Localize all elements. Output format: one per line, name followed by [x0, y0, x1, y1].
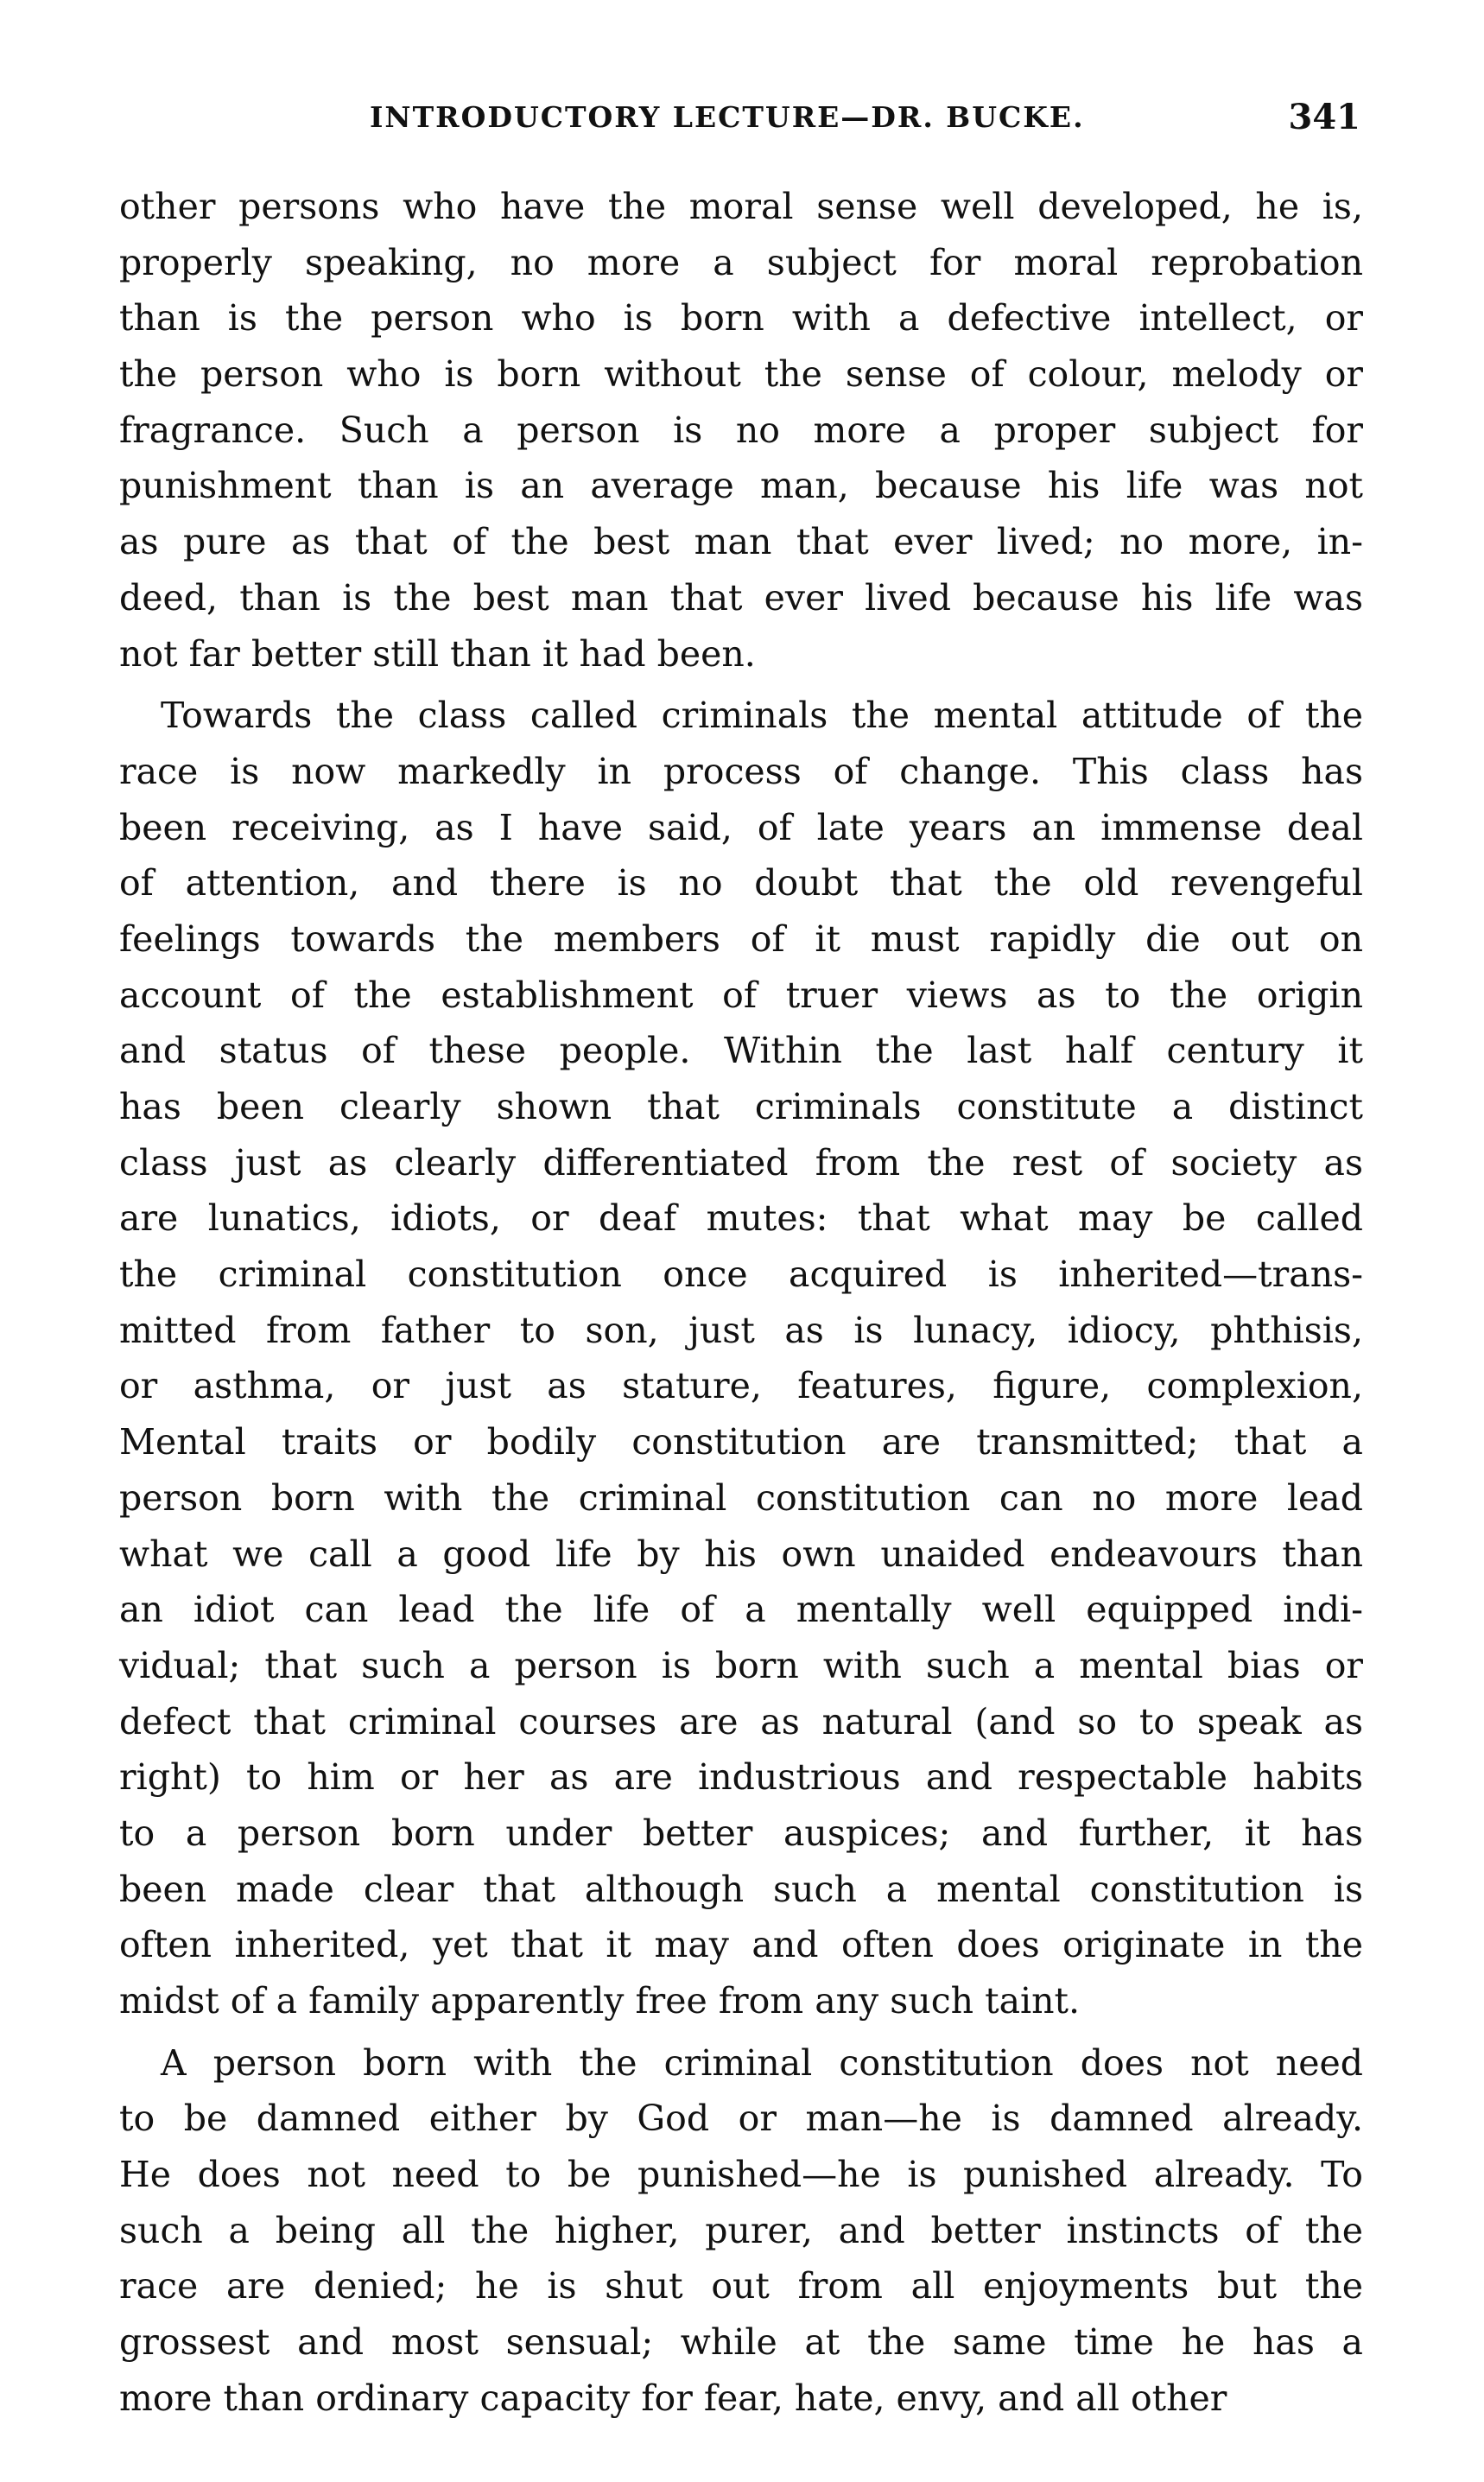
running-head	[121, 92, 1369, 143]
body-text	[119, 179, 1363, 2427]
text-line: vidual; that such a person is born with such a mental bias or	[119, 1644, 1363, 1686]
text-line: such a being all the higher, purer, and better instincts of the	[119, 2209, 1363, 2251]
text-line: often inherited, yet that it may and often does originate in the	[119, 1924, 1363, 1966]
text-line: mitted from father to son, just as is lunacy, idiocy, phthisis,	[119, 1309, 1363, 1351]
text-line: He does not need to be punished—he is punished already. To	[119, 2154, 1363, 2196]
text-line: an idiot can lead the life of a mentally well equipped indi-	[119, 1589, 1363, 1631]
text-line: Mental traits or bodily constitution are transmitted; that a	[119, 1421, 1363, 1463]
running-head-title: INTRODUCTORY LECTURE—DR. BUCKE.	[370, 100, 1085, 134]
text-line: as pure as that of the best man that ever lived; no more, in-	[119, 521, 1363, 563]
paragraph-spacer	[119, 2029, 1363, 2035]
text-line: other persons who have the moral sense well developed, he is,	[119, 186, 1363, 227]
text-line: A person born with the criminal constitution does not need	[161, 2041, 1363, 2084]
text-line: or asthma, or just as stature, features, figure, complexion,	[119, 1365, 1363, 1407]
text-line: has been clearly shown that criminals constitute a distinct	[119, 1086, 1363, 1127]
text-line: class just as clearly differentiated from the rest of society as	[119, 1141, 1363, 1184]
text-line: the person who is born without the sense of colour, melody or	[119, 353, 1363, 396]
paragraph-1	[119, 179, 1363, 682]
text-line: race is now markedly in process of change. This class has	[119, 750, 1363, 792]
text-line: not far better still than it had been.	[119, 632, 756, 675]
paragraph-3	[119, 2035, 1363, 2427]
paragraph-2	[119, 688, 1363, 2029]
text-line: are lunatics, idiots, or deaf mutes: that what may be called	[119, 1197, 1363, 1240]
text-line: and status of these people. Within the last half century it	[119, 1030, 1363, 1072]
page-number: 341	[1288, 97, 1360, 137]
text-line: deed, than is the best man that ever lived because his life was	[119, 576, 1363, 619]
text-line: what we call a good life by his own unaided endeavours than	[119, 1533, 1363, 1575]
text-line: more than ordinary capacity for fear, hate, envy, and all other	[119, 2377, 1227, 2419]
text-line: punishment than is an average man, because his life was not	[119, 465, 1363, 507]
text-line: Towards the class called criminals the mental attitude of the	[161, 695, 1363, 737]
text-line: right) to him or her as are industrious and respectable habits	[119, 1756, 1363, 1799]
text-line: to be damned either by God or man—he is damned already.	[119, 2098, 1363, 2140]
text-line: to a person born under better auspices; and further, it has	[119, 1812, 1363, 1854]
text-line: grossest and most sensual; while at the same time he has a	[119, 2321, 1363, 2364]
text-line: of attention, and there is no doubt that the old revengeful	[119, 862, 1363, 905]
text-line: feelings towards the members of it must rapidly die out on	[119, 917, 1363, 960]
text-line: the criminal constitution once acquired is inherited—trans-	[119, 1254, 1363, 1296]
text-line: person born with the criminal constitution can no more lead	[119, 1476, 1363, 1519]
text-line: account of the establishment of truer views as to the origin	[119, 974, 1363, 1016]
text-line: been made clear that although such a mental constitution is	[119, 1868, 1363, 1910]
text-line: midst of a family apparently free from any such taint.	[119, 1980, 1081, 2022]
text-line: than is the person who is born with a defective intellect, or	[119, 297, 1363, 340]
text-line: fragrance. Such a person is no more a proper subject for	[119, 409, 1363, 451]
text-line: properly speaking, no more a subject for moral reprobation	[119, 241, 1363, 283]
paragraph-spacer	[119, 682, 1363, 688]
text-line: race are denied; he is shut out from all enjoyments but the	[119, 2265, 1363, 2307]
text-line: been receiving, as I have said, of late years an immense deal	[119, 806, 1363, 848]
text-line: defect that criminal courses are as natural (and so to speak as	[119, 1700, 1363, 1742]
